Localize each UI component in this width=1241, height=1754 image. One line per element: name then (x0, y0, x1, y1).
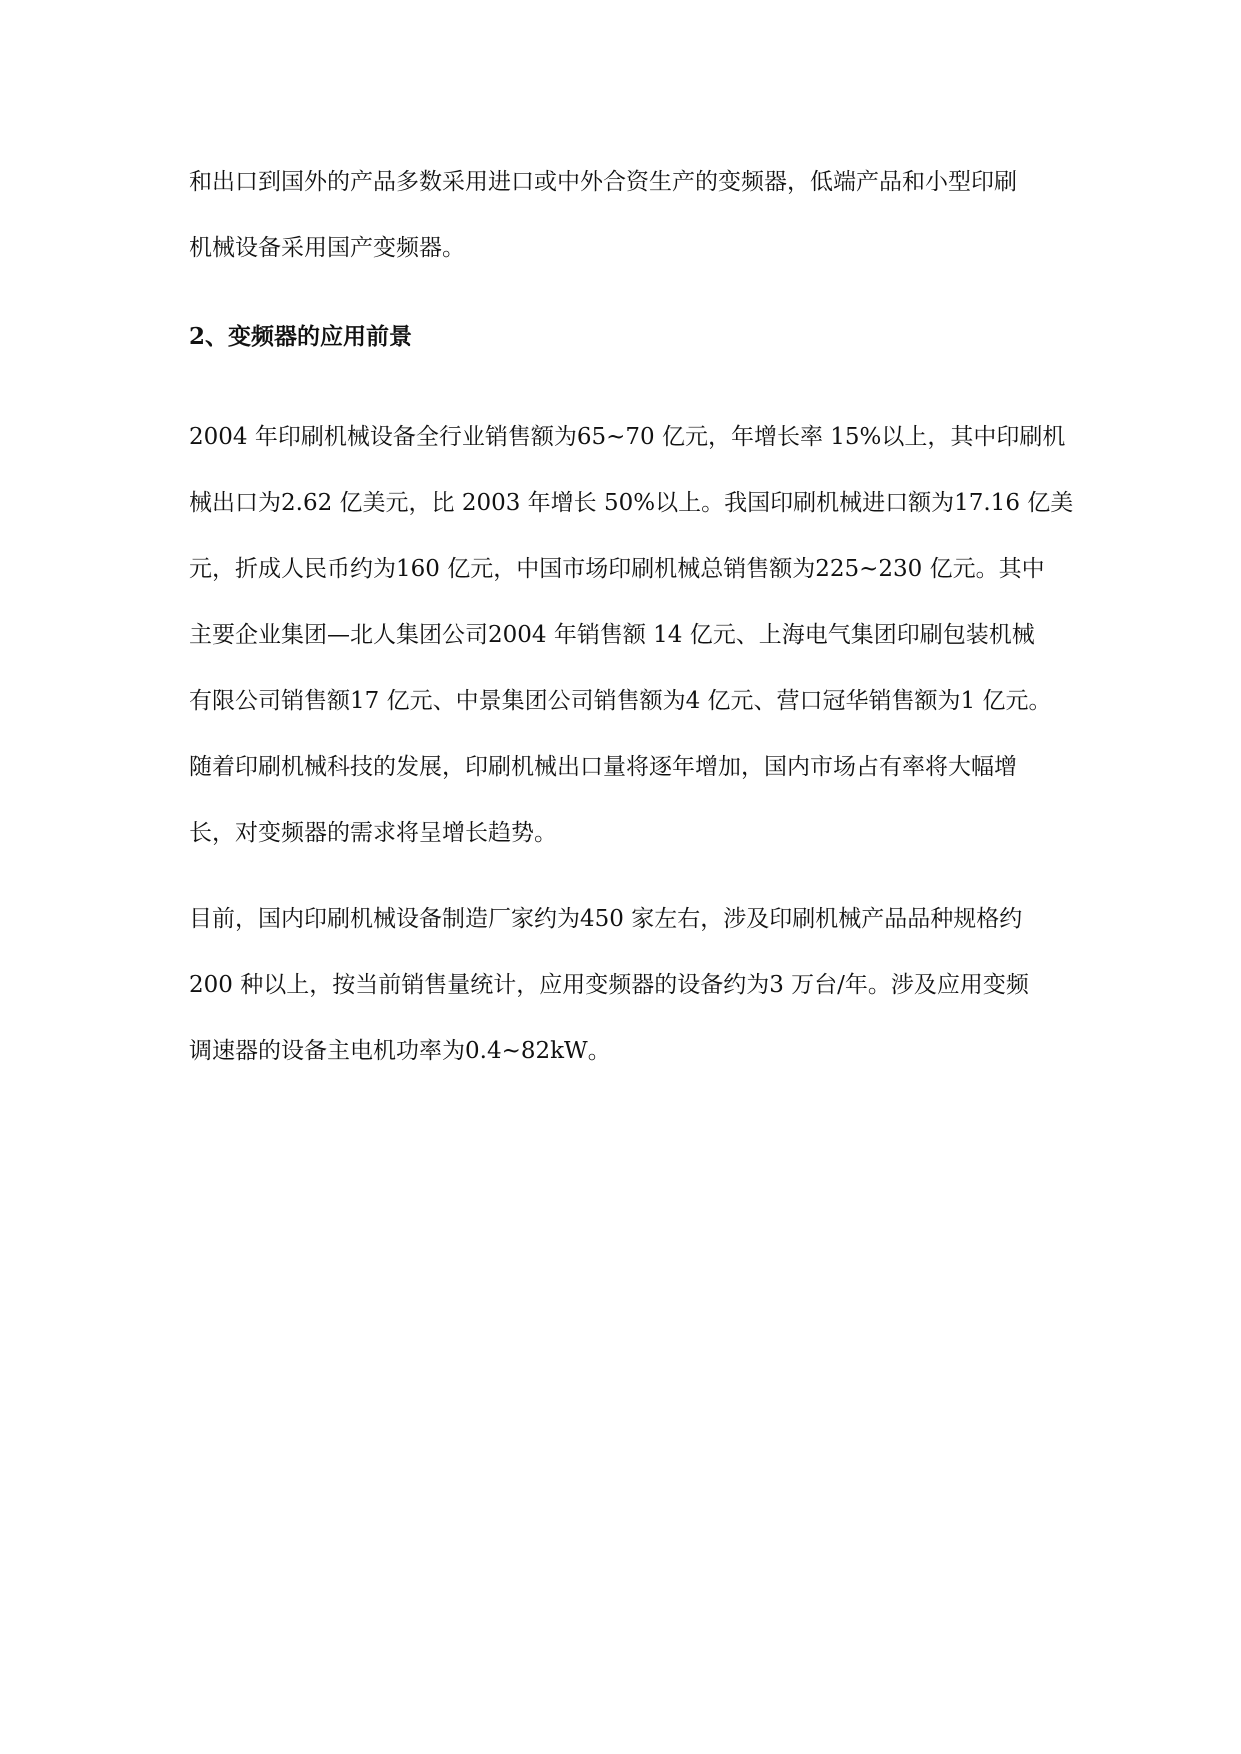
paragraph-2-line-3: 元，折成人民币约为160 亿元，中国市场印刷机械总销售额为225~230 亿元。其中 (189, 556, 1045, 582)
paragraph-3-line-1: 目前，国内印刷机械设备制造厂家约为450 家左右，涉及印刷机械产品品种规格约 (189, 906, 1023, 932)
paragraph-3-line-2: 200 种以上，按当前销售量统计，应用变频器的设备约为3 万台/年。涉及应用变频 (189, 972, 1029, 998)
paragraph-2-line-6: 随着印刷机械科技的发展，印刷机械出口量将逐年增加，国内市场占有率将大幅增 (189, 754, 1017, 780)
section-heading: 2、变频器的应用前景 (189, 323, 413, 350)
paragraph-1-line-1: 和出口到国外的产品多数采用进口或中外合资生产的变频器，低端产品和小型印刷 (189, 169, 1017, 195)
paragraph-2-line-5: 有限公司销售额17 亿元、中景集团公司销售额为4 亿元、营口冠华销售额为1 亿元。 (189, 688, 1052, 714)
paragraph-2-line-1: 2004 年印刷机械设备全行业销售额为65~70 亿元，年增长率 15%以上，其中印刷机 (189, 424, 1066, 450)
paragraph-3-line-3: 调速器的设备主电机功率为0.4~82kW。 (189, 1038, 611, 1064)
paragraph-2-line-4: 主要企业集团—北人集团公司2004 年销售额 14 亿元、上海电气集团印刷包装机械 (189, 622, 1035, 648)
paragraph-2-line-7: 长，对变频器的需求将呈增长趋势。 (189, 820, 557, 846)
paragraph-1-line-2: 机械设备采用国产变频器。 (189, 235, 465, 261)
paragraph-2-line-2: 械出口为2.62 亿美元，比 2003 年增长 50%以上。我国印刷机械进口额为17.16 亿美 (189, 490, 1074, 516)
